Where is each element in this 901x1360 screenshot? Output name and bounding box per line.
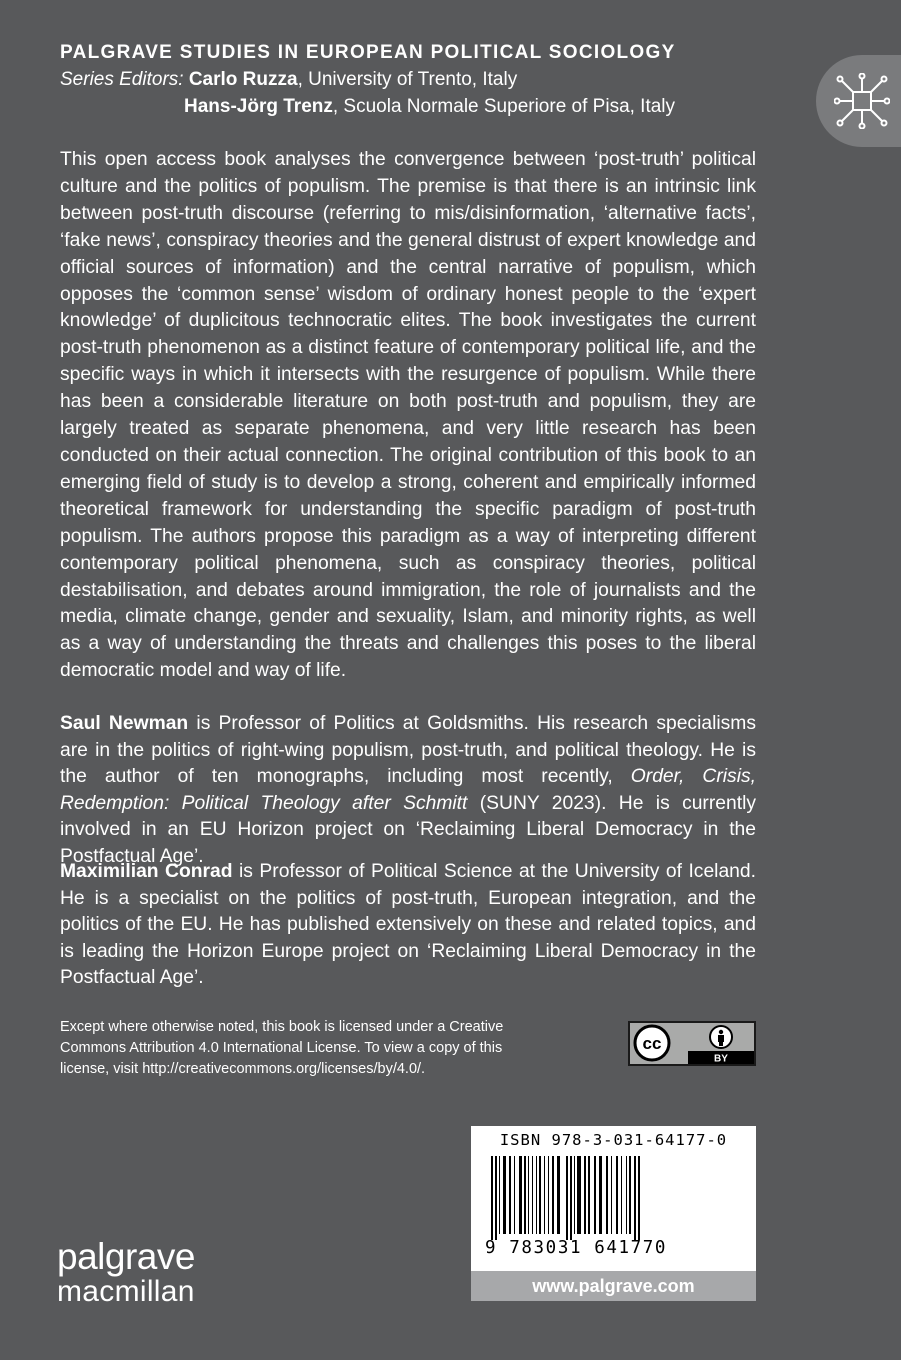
barcode-bar xyxy=(626,1156,627,1234)
barcode-bar xyxy=(509,1156,511,1234)
barcode-bar xyxy=(528,1156,529,1234)
barcode-bar xyxy=(594,1156,596,1234)
barcode-bar xyxy=(634,1156,636,1240)
editors-label: Series Editors: xyxy=(60,69,184,90)
barcode-bar xyxy=(588,1156,590,1234)
barcode-bar xyxy=(514,1156,515,1234)
editor2-affiliation: , Scuola Normale Superiore of Pisa, Italy xyxy=(332,96,676,117)
barcode-bar xyxy=(616,1156,618,1234)
barcode-bar xyxy=(566,1156,568,1240)
barcode-bar xyxy=(606,1156,608,1234)
by-label: BY xyxy=(714,1053,728,1064)
publisher-url: www.palgrave.com xyxy=(471,1271,756,1301)
barcode-bar xyxy=(611,1156,612,1234)
barcode-bar xyxy=(491,1156,493,1240)
barcode-bar xyxy=(544,1156,545,1234)
author-bio-conrad: Maximilian Conrad is Professor of Political Science at the University of Iceland. He is a specialist on the politics of post-truth, European integration, and the politics of the EU. He has published extensively on these and related topics, and is leading the Horizon Europe project on ‘Reclaiming Liberal Democracy in the Postfactual Age’. xyxy=(60,861,756,988)
barcode-bar xyxy=(519,1156,522,1234)
palgrave-macmillan-logo xyxy=(57,1238,195,1308)
barcode-bar xyxy=(621,1156,622,1234)
cc-icon: cc xyxy=(642,1034,662,1053)
isbn-text: ISBN 978-3-031-64177-0 xyxy=(499,1131,728,1149)
barcode-bar xyxy=(577,1156,581,1234)
editor1-affiliation: , University of Trento, Italy xyxy=(297,69,518,90)
barcode-bar xyxy=(557,1156,560,1234)
barcode-bar xyxy=(599,1156,602,1234)
barcode-digits: 9 783031 641770 xyxy=(485,1238,668,1258)
barcode-bar xyxy=(539,1156,541,1234)
barcode-bar xyxy=(574,1156,575,1234)
barcode-bar xyxy=(548,1156,549,1234)
barcode-bar xyxy=(499,1156,500,1234)
series-editors xyxy=(60,66,760,120)
author-name: Saul Newman xyxy=(60,713,189,734)
book-description: This open access book analyses the convergence between ‘post-truth’ political culture and the politics of populism. The premise is that there is an intrinsic link between post-truth discourse (referring to mis/disinformation, ‘alternative facts’, ‘fake news’, conspiracy theories and the general distrust of expert knowledge and official sources of information) and the central narrative of populism, which opposes the ‘common sense’ wisdom of ordinary honest people to the ‘expert knowledge’ of duplicitous technocratic elites. The book investigates the current post-truth phenomenon as a distinct feature of contemporary political life, and the specific ways in which it intersects with the resurgence of populism. While there has been a considerable literature on both post-truth and populism, they are largely treated as separate phenomena, and very little research has been conducted on their actual connection. The original contribution of this book to an emerging field of study is to develop a strong, coherent and empirically informed theoretical framework for understanding the specific paradigm of post-truth populism. The authors propose this paradigm as a way of interpreting different contemporary political phenomena, such as conspiracy theories, political destabilisation, and debates around immigration, the role of journalists and the media, climate change, gender and sexuality, Islam, and minority rights, as well as a way of understanding the threats and challenges this poses to the liberal democratic model and way of life. xyxy=(60,149,756,682)
barcode-bars xyxy=(489,1156,739,1240)
palgrave-emblem-icon xyxy=(834,73,890,129)
barcode-bar xyxy=(629,1156,631,1234)
barcode-bar xyxy=(552,1156,554,1234)
logo-line2: macmillan xyxy=(57,1275,195,1308)
book-title: Order, Crisis, Redemption: Political Theology after Schmitt xyxy=(60,766,756,814)
logo-line1: palgrave xyxy=(57,1236,195,1277)
barcode-bar xyxy=(570,1156,572,1240)
barcode-bar xyxy=(524,1156,526,1234)
editor2-name: Hans-Jörg Trenz xyxy=(184,96,333,117)
barcode-bar xyxy=(584,1156,586,1234)
barcode-bar xyxy=(532,1156,533,1234)
editor1-name: Carlo Ruzza xyxy=(188,69,298,90)
barcode-bar xyxy=(638,1156,640,1240)
isbn-barcode xyxy=(471,1126,756,1271)
cc-by-badge xyxy=(628,1021,756,1066)
barcode-bar xyxy=(503,1156,506,1234)
author-name: Maximilian Conrad xyxy=(60,861,233,882)
series-header xyxy=(60,40,760,120)
author-bio-newman: Saul Newman is Professor of Politics at Goldsmiths. His research specialisms are in the politics of right-wing populism, post-truth, and political theology. He is the author of ten monographs, including most recently, Order, Crisis, Redemption: Political Theology after Schmitt (SUNY 2023). He is currently involved in an EU Horizon project on ‘Reclaiming Liberal Democracy in the Postfactual Age’. xyxy=(60,713,757,867)
barcode-bar xyxy=(495,1156,497,1240)
license-notice: Except where otherwise noted, this book is licensed under a Creative Commons Attribution 4.0 International License. To view a copy of this license, visit http://creativecommons.org/licenses/by/4.0/. xyxy=(60,1019,504,1077)
palgrave-emblem-tab xyxy=(816,55,901,147)
series-title: PALGRAVE STUDIES IN EUROPEAN POLITICAL SOCIOLOGY xyxy=(60,42,676,63)
barcode-bar xyxy=(536,1156,537,1234)
